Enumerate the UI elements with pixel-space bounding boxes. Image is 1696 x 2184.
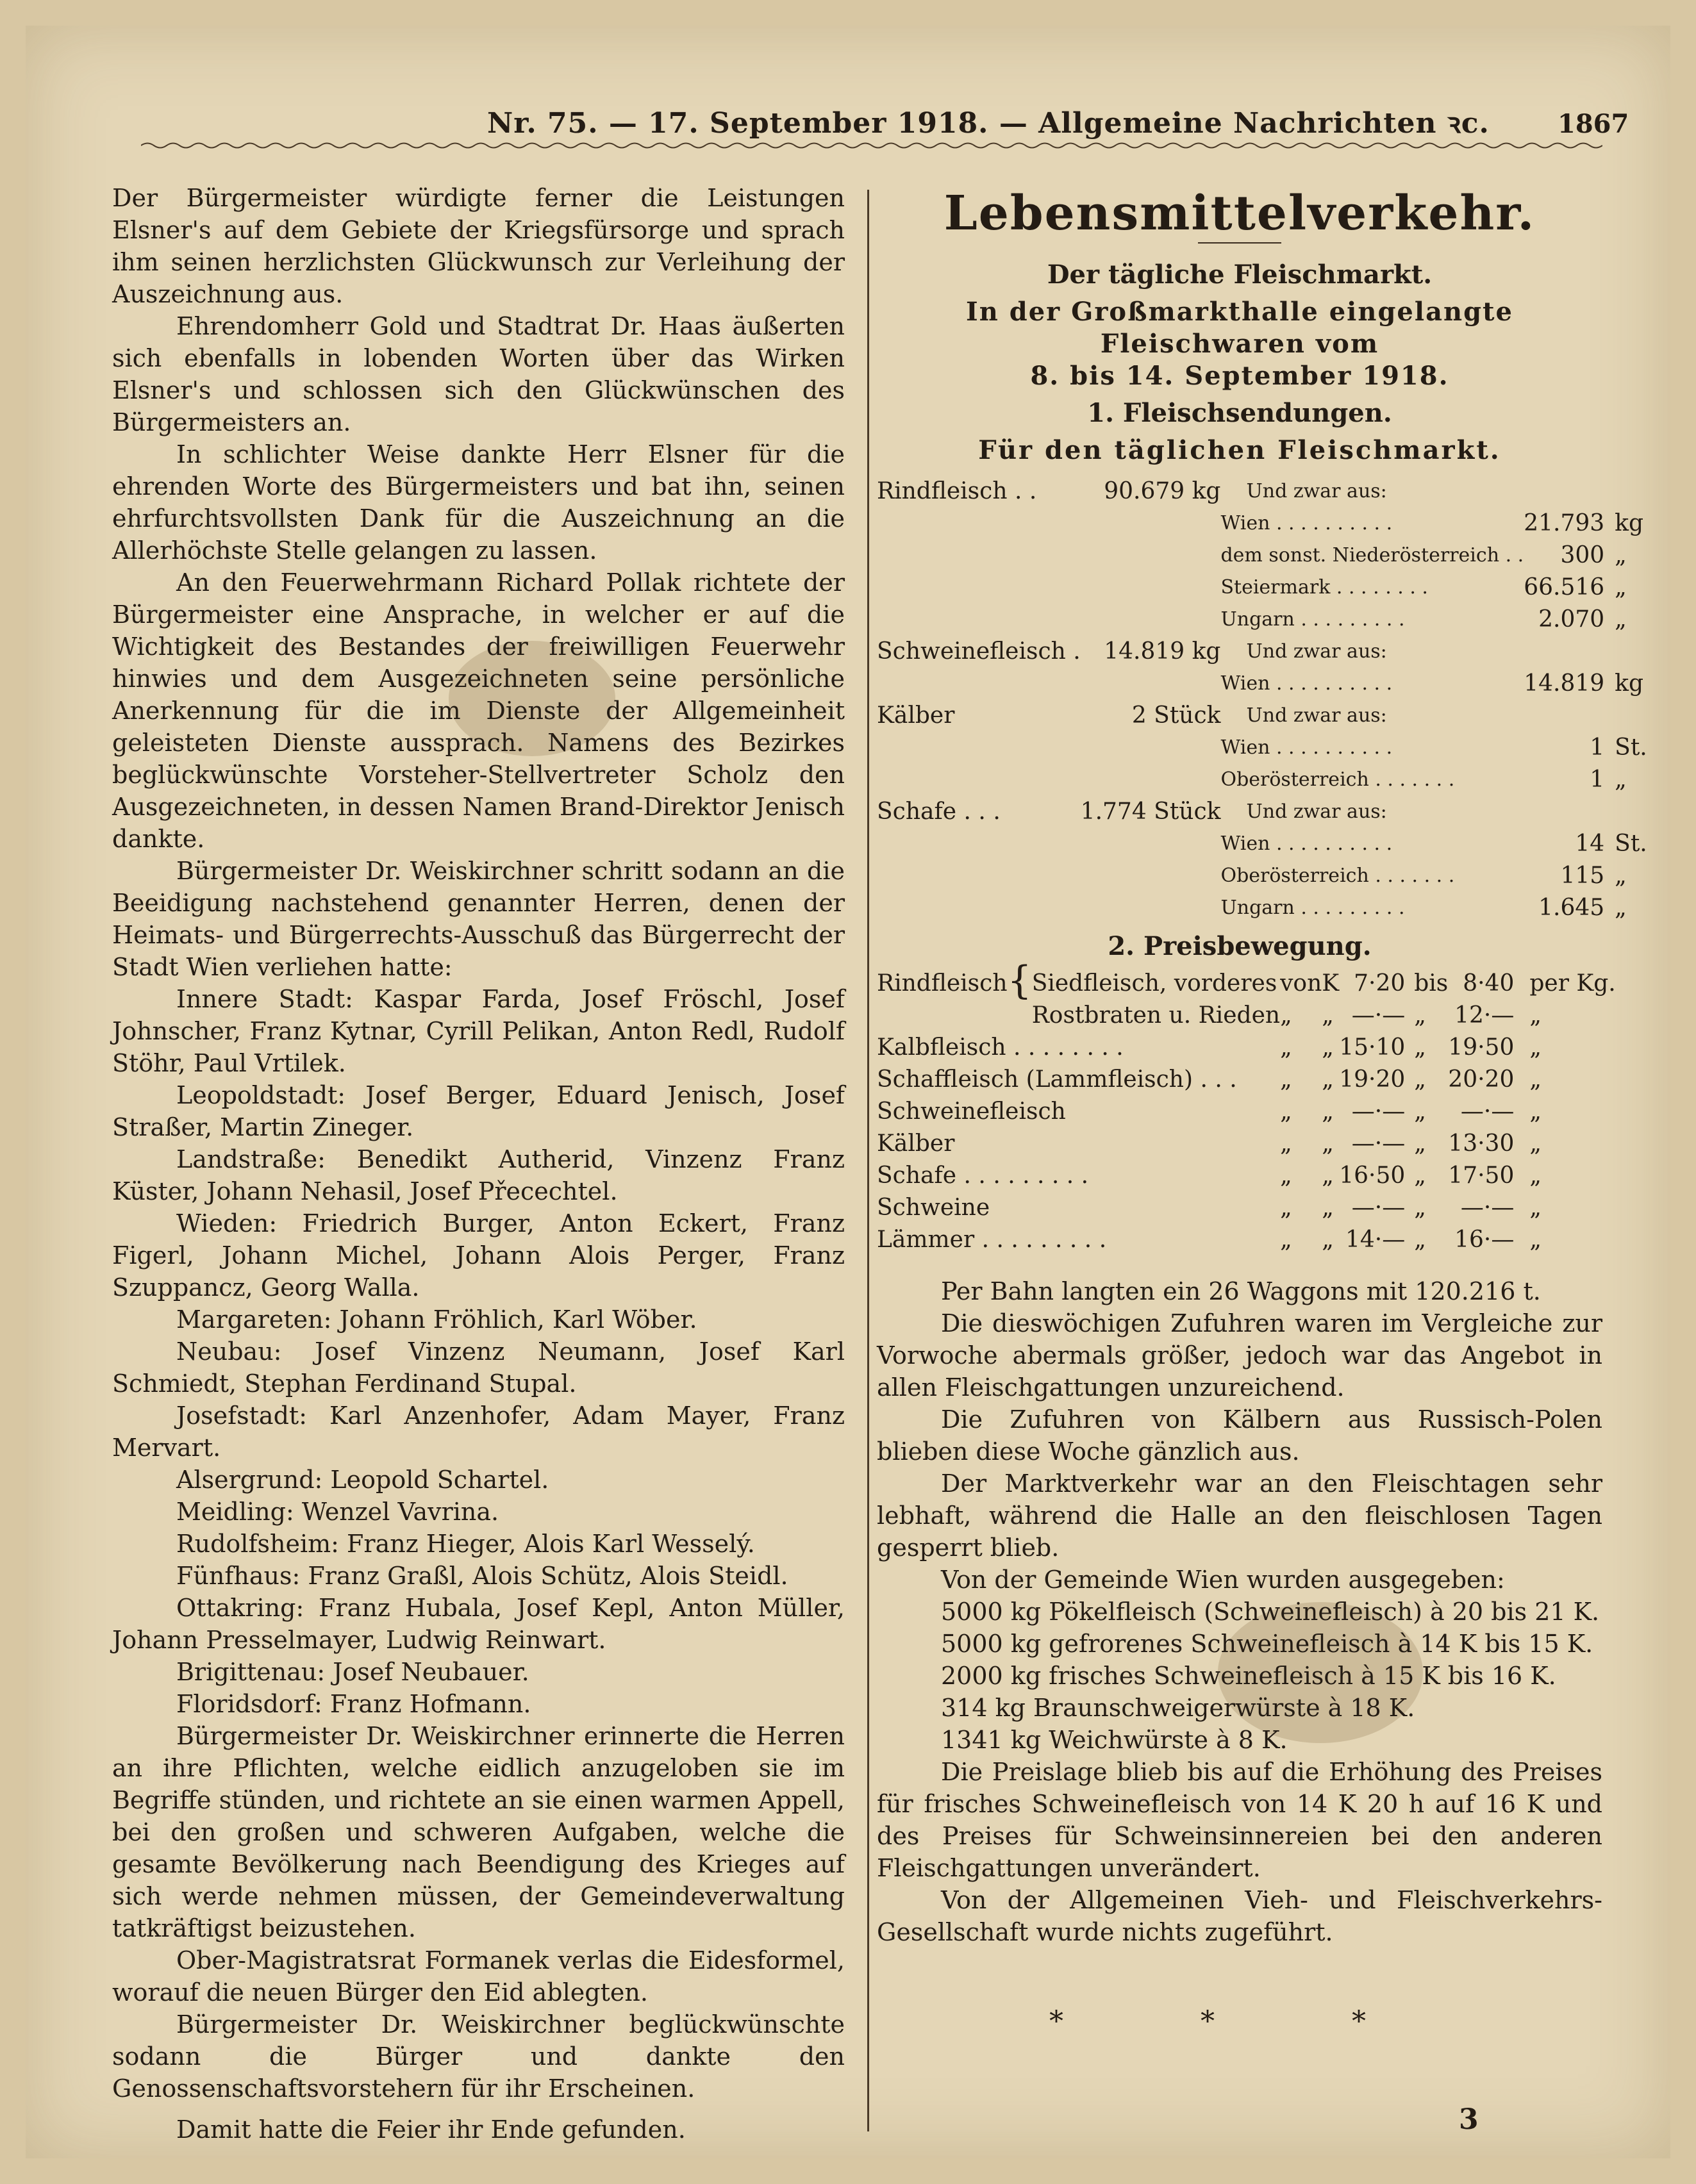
page-number: 1867 [1558, 109, 1629, 139]
meat-total: 90.679 kg [1104, 478, 1221, 504]
section1-subtitle: Für den täglichen Fleischmarkt. [978, 435, 1501, 465]
quote-mark: „ [1414, 1034, 1426, 1061]
district-list-item: Alsergrund: Leopold Schartel. [176, 1466, 549, 1494]
district-list-item: Floridsdorf: Franz Hofmann. [176, 1690, 531, 1718]
table-row [877, 1064, 1616, 1096]
price-von: von [1280, 970, 1322, 997]
meat-name: Schafe . . . [877, 798, 1001, 825]
origin-unit: „ [1615, 895, 1627, 921]
quote-mark: „ [1280, 1195, 1292, 1221]
origin-unit: St. [1615, 831, 1647, 857]
price-high: —·— [1460, 1098, 1515, 1125]
issue-line: Nr. 75. — 17. September 1918. — Allgemeine Nachrichten ꝛc. [487, 107, 1490, 140]
running-header [0, 90, 1696, 147]
price-low: —·— [1351, 1195, 1406, 1221]
table-row [877, 828, 1647, 860]
table-row [877, 860, 1647, 892]
quote-mark: „ [1322, 1130, 1334, 1157]
price-high: 20·20 [1448, 1066, 1515, 1093]
subsection-title: Der tägliche Fleischmarkt. [1047, 260, 1433, 290]
section-end-stars: * * * [1049, 2005, 1430, 2038]
district-list-item: Meidling: Wenzel Vavrina. [176, 1498, 499, 1526]
quote-mark: „ [1414, 1130, 1426, 1157]
quote-mark: „ [1322, 1002, 1334, 1029]
signature-mark: 3 [1459, 2103, 1479, 2136]
origin: Wien . . . . . . . . . . [1220, 672, 1393, 695]
origin-unit: „ [1615, 574, 1627, 600]
price-cut: Siedfleisch, vorderes [1031, 970, 1277, 997]
column-divider [867, 190, 869, 2131]
price-item: Kalbfleisch . . . . . . . . [877, 1034, 1124, 1061]
paragraph: Per Bahn langten ein 26 Waggons mit 120.216 t. [941, 1277, 1541, 1305]
quote-mark: „ [1322, 1162, 1334, 1189]
table-row [877, 636, 1647, 668]
quote-mark: „ [1322, 1066, 1334, 1093]
origin-amount: 2.070 [1538, 606, 1605, 633]
paragraph: Ober-Magistratsrat Formanek verlas die Eidesformel, worauf die neuen Bürger den Eid ablegten. [112, 1946, 845, 2006]
price-low: 19·20 [1339, 1066, 1406, 1093]
table-row [877, 1224, 1616, 1256]
price-cut: Rostbraten u. Rieden [1031, 1002, 1281, 1029]
price-high: 13·30 [1448, 1130, 1515, 1157]
issued-item: 1341 kg Weichwürste à 8 K. [941, 1726, 1288, 1754]
paragraph: Die dieswöchigen Zufuhren waren im Vergleiche zur Vorwoche abermals größer, jedoch war das Angebot in allen Fleischgattungen unzureichend. [877, 1309, 1602, 1402]
origin-amount: 1.645 [1538, 895, 1605, 921]
paragraph: Bürgermeister Dr. Weiskirchner erinnerte die Herren an ihre Pflichten, welche eidlich anzugeloben sie im Begriffe stünden, und richtete an sie einen warmen Appell, bei den großen und schweren Aufgaben, welche die gesamte Bevölkerung nach Beendigung des Krieges auf sich werde nehmen müssen, der Gemeindeverwaltung tatkräftigst beizustehen. [112, 1722, 845, 1942]
paragraph: Die Preislage blieb bis auf die Erhöhung des Preises für frisches Schweinefleisch von 14 K 20 h auf 16 K und des Preises für Schweinsinnereien bei den anderen Fleischgattungen unverändert. [877, 1758, 1602, 1882]
table-row [877, 796, 1647, 828]
origin-label: Und zwar aus: [1246, 704, 1387, 727]
quote-mark: „ [1280, 1066, 1292, 1093]
price-k: K [1322, 970, 1340, 997]
table-row [877, 476, 1647, 508]
origin-amount: 14 [1575, 831, 1605, 857]
origin: Oberösterreich . . . . . . . [1220, 768, 1455, 791]
table-row [877, 1128, 1616, 1160]
quote-mark: „ [1529, 1066, 1542, 1093]
origin-unit: St. [1615, 734, 1647, 761]
district-list-item: Leopoldstadt: Josef Berger, Eduard Jenisch, Josef Straßer, Martin Zineger. [112, 1081, 845, 1141]
origin: Oberösterreich . . . . . . . [1220, 864, 1455, 887]
paragraph: Die Zufuhren von Kälbern aus Russisch-Polen blieben diese Woche gänzlich aus. [877, 1405, 1602, 1466]
quote-mark: „ [1529, 1162, 1542, 1189]
origin-unit: „ [1615, 863, 1627, 889]
meat-name: Rindfleisch . . [877, 478, 1037, 504]
price-low: 15·10 [1339, 1034, 1406, 1061]
origin-label: Und zwar aus: [1246, 800, 1387, 823]
price-item: Schafe . . . . . . . . . [877, 1162, 1089, 1189]
quote-mark: „ [1414, 1066, 1426, 1093]
origin-unit: „ [1615, 766, 1627, 793]
origin-amount: 1 [1590, 766, 1605, 793]
table-row [877, 1096, 1616, 1128]
table-row [877, 1160, 1616, 1192]
price-low: 16·50 [1339, 1162, 1406, 1189]
price-table [877, 958, 1616, 1256]
origin-amount: 66.516 [1524, 574, 1605, 600]
quote-mark: „ [1280, 1130, 1292, 1157]
district-list-item: Neubau: Josef Vinzenz Neumann, Josef Karl Schmiedt, Stephan Ferdinand Stupal. [112, 1337, 845, 1398]
meat-total: 14.819 kg [1104, 638, 1221, 665]
quote-mark: „ [1529, 1098, 1542, 1125]
quote-mark: „ [1529, 1002, 1542, 1029]
origin-amount: 21.793 [1524, 510, 1605, 536]
origin-amount: 14.819 [1524, 670, 1605, 697]
table-row [877, 668, 1647, 700]
issued-item: 5000 kg Pökelfleisch (Schweinefleisch) à 20 bis 21 K. [941, 1598, 1600, 1626]
intro-line: 8. bis 14. September 1918. [1030, 361, 1449, 391]
price-high: 12·— [1454, 1002, 1515, 1029]
intro-line: In der Großmarkthalle eingelangte Fleischwaren vom [966, 297, 1513, 359]
table-row [877, 732, 1647, 764]
meat-name: Schweinefleisch . [877, 638, 1081, 665]
price-low: —·— [1351, 1002, 1406, 1029]
origin-label: Und zwar aus: [1246, 480, 1387, 502]
origin-amount: 1 [1590, 734, 1605, 761]
table-row [877, 1000, 1616, 1032]
table-row [877, 700, 1647, 732]
quote-mark: „ [1529, 1130, 1542, 1157]
origin-label: Und zwar aus: [1246, 640, 1387, 663]
quote-mark: „ [1414, 1162, 1426, 1189]
quote-mark: „ [1414, 1195, 1426, 1221]
table-row [877, 540, 1647, 572]
quote-mark: „ [1280, 1098, 1292, 1125]
quote-mark: „ [1322, 1098, 1334, 1125]
district-list-item: Fünfhaus: Franz Graßl, Alois Schütz, Alois Steidl. [176, 1562, 788, 1590]
table-row [877, 604, 1647, 636]
district-list-item: Ottakring: Franz Hubala, Josef Kepl, Anton Müller, Johann Presselmayer, Ludwig Reinwart. [112, 1594, 845, 1654]
paragraph: Der Marktverkehr war an den Fleischtagen sehr lebhaft, während die Halle an den fleischlosen Tagen gesperrt blieb. [877, 1469, 1602, 1562]
price-low: —·— [1351, 1098, 1406, 1125]
price-item: Lämmer . . . . . . . . . [877, 1227, 1107, 1253]
price-item: Schaffleisch (Lammfleisch) . . . [877, 1066, 1237, 1093]
table-row [877, 764, 1647, 796]
section1-title: 1. Fleischsendungen. [1087, 398, 1392, 428]
origin-unit: kg [1615, 510, 1644, 536]
price-high: 8·40 [1463, 970, 1515, 997]
price-high: —·— [1460, 1195, 1515, 1221]
origin: Steiermark . . . . . . . . [1220, 576, 1428, 599]
price-item: Schweine [877, 1195, 990, 1221]
district-list-item: Josefstadt: Karl Anzenhofer, Adam Mayer, Franz Mervart. [112, 1402, 845, 1462]
meat-total: 2 Stück [1131, 702, 1221, 729]
quote-mark: „ [1529, 1195, 1542, 1221]
price-bis: bis [1414, 970, 1449, 997]
origin: Ungarn . . . . . . . . . [1220, 608, 1405, 631]
price-item: Schweinefleisch [877, 1098, 1066, 1125]
price-per: per Kg. [1529, 970, 1616, 997]
district-list-item: Rudolfsheim: Franz Hieger, Alois Karl Wesselý. [176, 1530, 755, 1558]
section-title: Lebensmittelverkehr. [944, 186, 1536, 241]
consignments-table [877, 476, 1647, 924]
origin-amount: 300 [1560, 542, 1605, 568]
price-item: Kälber [877, 1130, 955, 1157]
quote-mark: „ [1280, 1227, 1292, 1253]
section2-title: 2. Preisbewegung. [1108, 931, 1372, 961]
quote-mark: „ [1322, 1227, 1334, 1253]
quote-mark: „ [1414, 1002, 1426, 1029]
price-low: 7·20 [1354, 970, 1406, 997]
origin-amount: 115 [1560, 863, 1605, 889]
district-list-item: Brigittenau: Josef Neubauer. [176, 1658, 529, 1686]
title-rule [1198, 242, 1281, 244]
header-wavy-rule [141, 141, 1602, 150]
quote-mark: „ [1529, 1034, 1542, 1061]
paragraph: Von der Allgemeinen Vieh- und Fleischverkehrs-Gesellschaft wurde nichts zugeführt. [877, 1886, 1602, 1946]
paragraph: Ehrendomherr Gold und Stadtrat Dr. Haas äußerten sich ebenfalls in lobenden Worten über das Wirken Elsner's und schlossen sich den Glückwünschen des Bürgermeisters an. [112, 312, 845, 436]
origin-unit: kg [1615, 670, 1644, 697]
price-high: 19·50 [1448, 1034, 1515, 1061]
table-row [877, 892, 1647, 924]
intro-text [877, 296, 1602, 392]
table-row [877, 1032, 1616, 1064]
district-list-item: Landstraße: Benedikt Autherid, Vinzenz Franz Küster, Johann Nehasil, Josef Přecechtel. [112, 1145, 845, 1205]
origin: Wien . . . . . . . . . . [1220, 832, 1393, 855]
meat-name: Kälber [877, 702, 955, 729]
paragraph: Von der Gemeinde Wien wurden ausgegeben: [941, 1566, 1505, 1594]
paragraph: Bürgermeister Dr. Weiskirchner schritt sodann an die Beeidigung nachstehend genannter Herren, denen der Heimats- und Bürgerrechts-Ausschuß das Bürgerrecht der Stadt Wien verliehen hatte: [112, 857, 845, 981]
quote-mark: „ [1414, 1227, 1426, 1253]
origin-unit: „ [1615, 606, 1627, 633]
origin: Wien . . . . . . . . . . [1220, 736, 1393, 759]
table-row [877, 572, 1647, 604]
issued-item: 5000 kg gefrorenes Schweinefleisch à 14 K bis 15 K. [941, 1630, 1593, 1658]
price-low: —·— [1351, 1130, 1406, 1157]
price-low: 14·— [1345, 1227, 1406, 1253]
price-high: 17·50 [1448, 1162, 1515, 1189]
issued-item: 314 kg Braunschweigerwürste à 18 K. [941, 1694, 1415, 1722]
paragraph: In schlichter Weise dankte Herr Elsner für die ehrenden Worte des Bürgermeisters und bat ihn, seinen ehrfurchtsvollsten Dank für die Auszeichnung an die Allerhöchste Stelle gelangen zu lassen. [112, 440, 845, 565]
price-item: Rindfleisch [877, 970, 1008, 997]
origin: Wien . . . . . . . . . . [1220, 512, 1393, 534]
closing-paragraph: Damit hatte die Feier ihr Ende gefunden. [176, 2115, 686, 2144]
paragraph: Der Bürgermeister würdigte ferner die Leistungen Elsner's auf dem Gebiete der Kriegsfürsorge und sprach ihm seinen herzlichsten Glückwunsch zur Verleihung der Auszeichnung aus. [112, 184, 845, 308]
table-row [877, 968, 1616, 1000]
district-list-item: Innere Stadt: Kaspar Farda, Josef Fröschl, Josef Johnscher, Franz Kytnar, Cyrill Pelikan, Anton Redl, Rudolf Stöhr, Paul Vrtilek. [112, 985, 845, 1077]
brace: { [1007, 958, 1032, 1003]
paragraph: Bürgermeister Dr. Weiskirchner beglückwünschte sodann die Bürger und dankte den Genossenschaftsvorstehern für ihr Erscheinen. [112, 2010, 845, 2103]
origin: dem sonst. Niederösterreich . . [1220, 544, 1524, 567]
district-list-item: Margareten: Johann Fröhlich, Karl Wöber. [176, 1305, 697, 1334]
table-row [877, 1192, 1616, 1224]
origin-unit: „ [1615, 542, 1627, 568]
district-list-item: Wieden: Friedrich Burger, Anton Eckert, Franz Figerl, Johann Michel, Johann Alois Perger, Franz Szuppancz, Georg Walla. [112, 1209, 845, 1302]
quote-mark: „ [1280, 1162, 1292, 1189]
origin: Ungarn . . . . . . . . . [1220, 897, 1405, 919]
left-column [112, 182, 845, 2146]
quote-mark: „ [1322, 1034, 1334, 1061]
right-column [877, 182, 1647, 2038]
quote-mark: „ [1414, 1098, 1426, 1125]
price-high: 16·— [1454, 1227, 1515, 1253]
paragraph: An den Feuerwehrmann Richard Pollak richtete der Bürgermeister eine Ansprache, in welcher er auf die Wichtigkeit des Bestandes der freiwilligen Feuerwehr hinwies und dem Ausgezeichneten seine persönliche Anerkennung für die im Dienste der Allgemeinheit geleisteten Dienste aussprach. Namens des Bezirkes beglückwünschte Vorsteher-Stellvertreter Scholz den Ausgezeichneten, in dessen Namen Brand-Direktor Jenisch dankte. [112, 568, 845, 853]
quote-mark: „ [1280, 1034, 1292, 1061]
table-row [877, 508, 1647, 540]
quote-mark: „ [1529, 1227, 1542, 1253]
issued-item: 2000 kg frisches Schweinefleisch à 15 K bis 16 K. [941, 1662, 1556, 1690]
quote-mark: „ [1322, 1195, 1334, 1221]
quote-mark: „ [1280, 1002, 1292, 1029]
meat-total: 1.774 Stück [1080, 798, 1221, 825]
